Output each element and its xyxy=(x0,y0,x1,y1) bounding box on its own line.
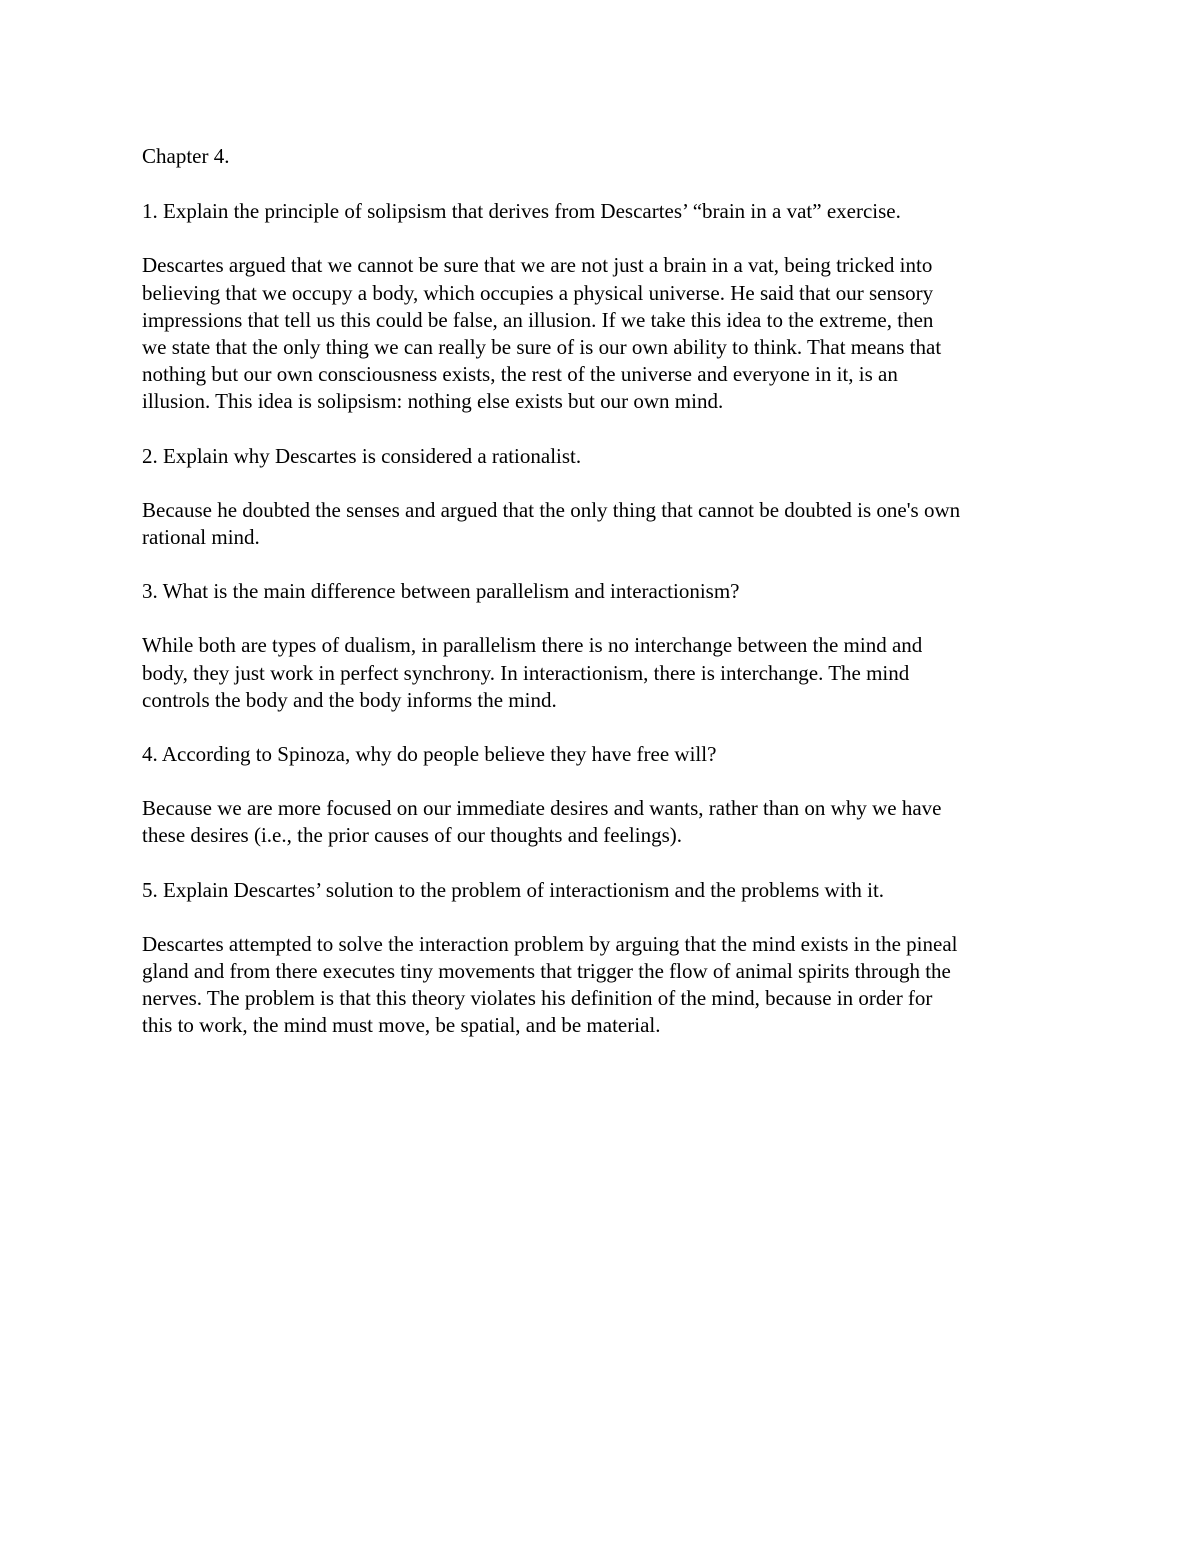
answer-5 xyxy=(142,931,1060,1040)
answer-line: this to work, the mind must move, be spatial, and be material. xyxy=(142,1013,661,1038)
answer-line: believing that we occupy a body, which occupies a physical universe. He said that our sensory xyxy=(142,280,934,305)
question-3: 3. What is the main difference between parallelism and interactionism? xyxy=(142,579,740,604)
answer-line: gland and from there executes tiny movements that trigger the flow of animal spirits through the xyxy=(142,959,951,984)
answer-line: illusion. This idea is solipsism: nothing else exists but our own mind. xyxy=(142,389,724,414)
answer-line: Because he doubted the senses and argued that the only thing that cannot be doubted is one's own xyxy=(142,497,961,522)
answer-line: nothing but our own consciousness exists, the rest of the universe and everyone in it, is an xyxy=(142,362,898,387)
answer-line: Descartes argued that we cannot be sure that we are not just a brain in a vat, being tricked into xyxy=(142,253,933,278)
answer-2 xyxy=(142,497,1060,551)
answer-line: Descartes attempted to solve the interaction problem by arguing that the mind exists in the pineal xyxy=(142,931,958,956)
question-4: 4. According to Spinoza, why do people believe they have free will? xyxy=(142,742,717,767)
qa-item-2 xyxy=(142,443,1060,552)
answer-line: While both are types of dualism, in parallelism there is no interchange between the mind and xyxy=(142,633,923,658)
question-1: 1. Explain the principle of solipsism that derives from Descartes’ “brain in a vat” exercise. xyxy=(142,199,901,224)
answer-line: impressions that tell us this could be false, an illusion. If we take this idea to the extreme, then xyxy=(142,307,934,332)
question-5: 5. Explain Descartes’ solution to the problem of interactionism and the problems with it. xyxy=(142,877,885,902)
qa-item-5 xyxy=(142,877,1060,1040)
qa-item-4 xyxy=(142,741,1060,850)
chapter-title: Chapter 4. xyxy=(142,144,230,168)
answer-1 xyxy=(142,252,1060,415)
question-2: 2. Explain why Descartes is considered a rationalist. xyxy=(142,443,582,468)
answer-line: rational mind. xyxy=(142,525,260,550)
answer-line: nerves. The problem is that this theory violates his definition of the mind, because in order for xyxy=(142,986,933,1011)
qa-item-1 xyxy=(142,198,1060,415)
answer-line: we state that the only thing we can really be sure of is our own ability to think. That means that xyxy=(142,335,942,360)
answer-line: these desires (i.e., the prior causes of our thoughts and feelings). xyxy=(142,823,683,848)
answer-line: body, they just work in perfect synchrony. In interactionism, there is interchange. The mind xyxy=(142,660,910,685)
answer-line: controls the body and the body informs the mind. xyxy=(142,687,557,712)
answer-4 xyxy=(142,795,1060,849)
qa-item-3 xyxy=(142,578,1060,714)
answer-3 xyxy=(142,632,1060,714)
answer-line: Because we are more focused on our immediate desires and wants, rather than on why we have xyxy=(142,796,942,821)
